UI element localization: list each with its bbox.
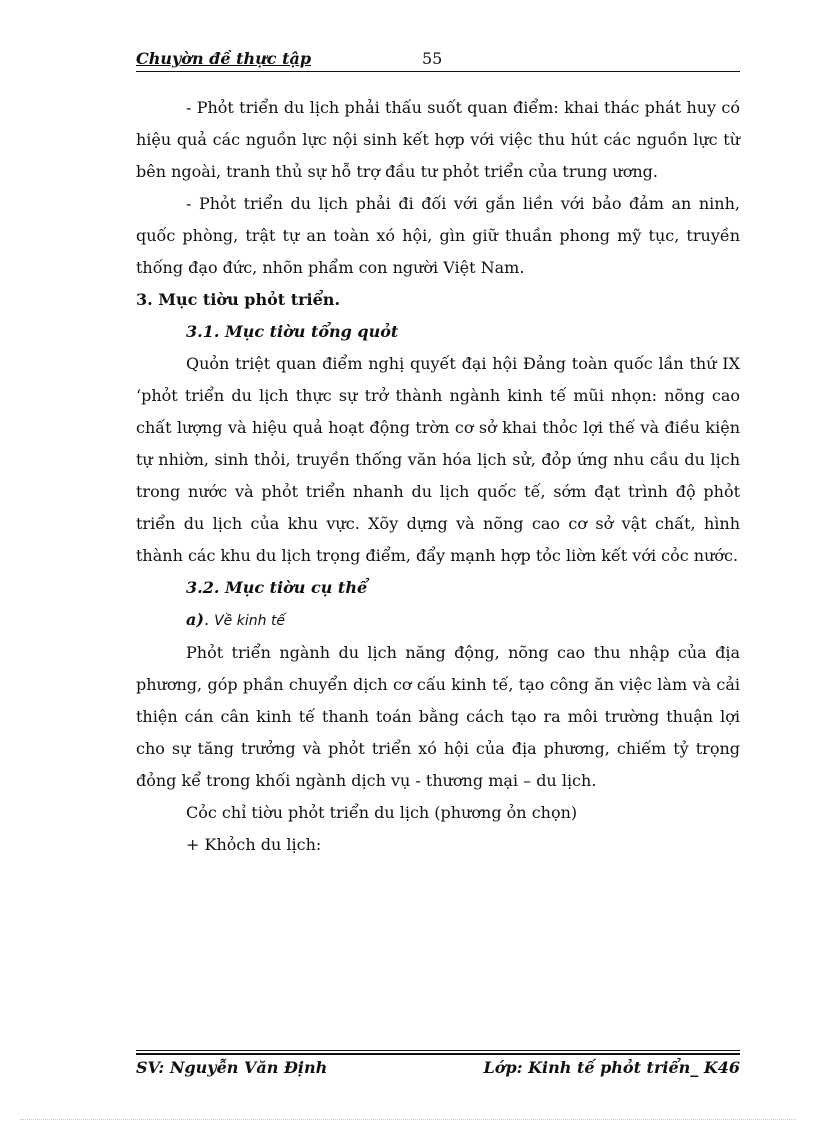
page-bottom-dotted-edge (20, 1119, 796, 1120)
page-header (136, 47, 740, 71)
header-title: Chuyờn đề thực tập (136, 49, 312, 68)
paragraph-development-viewpoint-1: - Phỏt triển du lịch phải thấu suốt quan điểm: khai thác phát huy có hiệu quả các nguồn lực nội sinh kết hợp với việc thu hút các nguồn lực từ bên ngoài, tranh thủ sự hỗ trợ đầu tư phỏt triển của trung ương. (136, 98, 740, 181)
page-body (136, 92, 740, 861)
footer-divider-thin (136, 1050, 740, 1051)
footer-class-name: Lớp: Kinh tế phỏt triển_ K46 (483, 1058, 740, 1077)
paragraph-economic-objective: Phỏt triển ngành du lịch năng động, nõng cao thu nhập của địa phương, góp phần chuyển dịch cơ cấu kinh tế, tạo công ăn việc làm và cải thiện cán cân kinh tế thanh toán bằng cách tạo ra môi trường thuận lợi cho sự tăng trưởng và phỏt triển xó hội của địa phương, chiếm tỷ trọng đỏng kể trong khối ngành dịch vụ - thương mại – du lịch. (136, 643, 740, 790)
paragraph-indicators: Cỏc chỉ tiờu phỏt triển du lịch (phương ỏn chọn) (186, 803, 578, 822)
paragraph-general-objective: Quỏn triệt quan điểm nghị quyết đại hội Đảng toàn quốc lần thứ IX ‘phỏt triển du lịch thực sự trở thành ngành kinh tế mũi nhọn: nõng cao chất lượng và hiệu quả hoạt động trờn cơ sở khai thỏc lợi thế và điều kiện tự nhiờn, sinh thỏi, truyền thống văn hóa lịch sử, đỏp ứng nhu cầu du lịch trong nước và phỏt triển nhanh du lịch quốc tế, sớm đạt trình độ phỏt triển du lịch của khu vực. Xõy dựng và nõng cao cơ sở vật chất, hình thành các khu du lịch trọng điểm, đẩy mạnh hợp tỏc liờn kết với cỏc nước. (136, 354, 740, 565)
footer-divider-thick (136, 1053, 740, 1055)
section-3-heading: 3. Mục tiờu phỏt triển. (136, 290, 341, 309)
paragraph-tourists: + Khỏch du lịch: (186, 835, 322, 854)
item-a-label: Về kinh tế (214, 613, 286, 629)
paragraph-development-viewpoint-2: - Phỏt triển du lịch phải đi đối với gắn liền với bảo đảm an ninh, quốc phòng, trật tự an toàn xó hội, gìn giữ thuần phong mỹ tục, truyền thống đạo đức, nhõn phẩm con người Việt Nam. (136, 194, 740, 277)
item-a-separator: . (203, 610, 215, 629)
item-a-letter: a) (186, 610, 204, 629)
header-divider (136, 71, 740, 72)
footer-student-name: SV: Nguyễn Văn Định (136, 1058, 328, 1077)
item-a-line (136, 604, 740, 637)
section-3-2-heading: 3.2. Mục tiờu cụ thể (186, 578, 368, 597)
section-3-1-heading: 3.1. Mục tiờu tổng quỏt (186, 322, 399, 341)
page-number: 55 (422, 49, 443, 68)
